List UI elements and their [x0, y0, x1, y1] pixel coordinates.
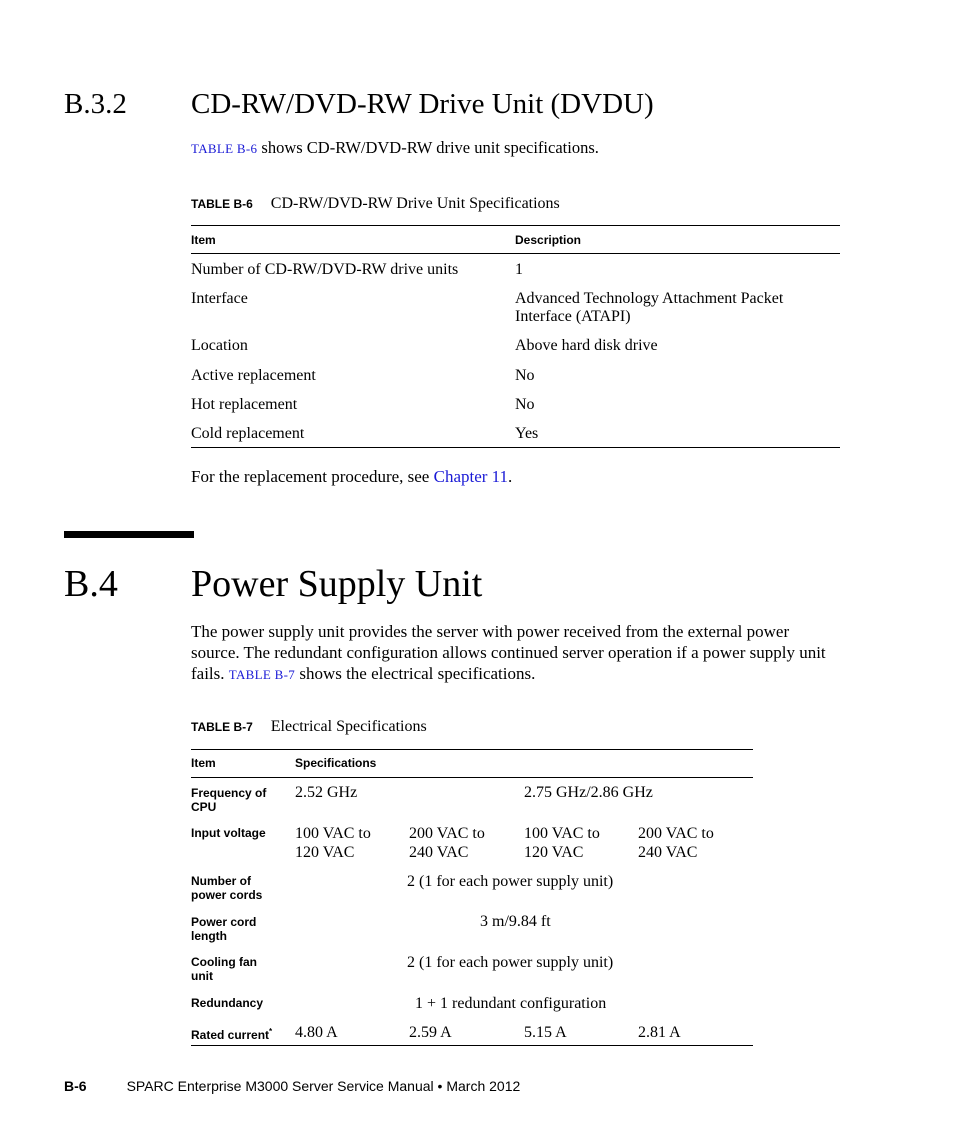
column-header-item: Item [191, 756, 216, 770]
table-cell: Number of CD-RW/DVD-RW drive units [191, 261, 459, 278]
table-cell: Interface [191, 290, 248, 307]
table-cell: 3 m/9.84 ft [480, 913, 551, 930]
table-cell: Advanced Technology Attachment Packet Interface (ATAPI) [515, 290, 784, 325]
row-label: Cooling fan unit [191, 955, 257, 983]
row-label: Power cord length [191, 915, 257, 943]
table-cell: 100 VAC to 120 VAC [524, 825, 600, 861]
footnote-mark: * [269, 1027, 273, 1036]
replacement-note: For the replacement procedure, see Chapter 11. [191, 467, 513, 486]
section-divider-bar [64, 531, 194, 538]
table-cell: Yes [515, 425, 539, 442]
table-cell: 200 VAC to 240 VAC [638, 825, 714, 861]
table-cell: Active replacement [191, 367, 316, 384]
page-footer [64, 1078, 520, 1094]
row-label: Frequency of CPU [191, 786, 267, 814]
table-b6-caption: TABLE B-6 CD-RW/DVD-RW Drive Unit Specifications [191, 195, 560, 212]
section-number: B.3.2 [64, 88, 127, 120]
table-cell: Cold replacement [191, 425, 305, 442]
section-number: B.4 [64, 563, 118, 605]
intro-paragraph: TABLE B-6 shows CD-RW/DVD-RW drive unit specifications. [191, 138, 599, 157]
table-cell: 2.59 A [409, 1024, 452, 1041]
table-cell: No [515, 367, 535, 384]
page-number: B-6 [64, 1078, 87, 1094]
row-label: Rated current* [191, 1027, 273, 1042]
table-cell: 2.75 GHz/2.86 GHz [524, 784, 653, 801]
chapter-11-link[interactable]: Chapter 11 [433, 467, 509, 486]
table-label: TABLE B-7 [191, 720, 253, 734]
footer-text: SPARC Enterprise M3000 Server Service Manual • March 2012 [126, 1078, 521, 1094]
row-label: Input voltage [191, 826, 266, 840]
table-cell: 5.15 A [524, 1024, 567, 1041]
table-cell: 2 (1 for each power supply unit) [407, 873, 614, 890]
section-title: CD-RW/DVD-RW Drive Unit (DVDU) [191, 88, 654, 120]
table-b6-link[interactable]: TABLE B-6 [191, 141, 258, 156]
table-top-rule [191, 749, 753, 750]
table-label: TABLE B-6 [191, 197, 253, 211]
table-bottom-rule [191, 1045, 753, 1046]
table-b7-link[interactable]: TABLE B-7 [228, 667, 296, 682]
column-header-specifications: Specifications [295, 756, 377, 770]
table-cell: 4.80 A [295, 1024, 338, 1041]
column-header-item: Item [191, 233, 216, 247]
row-label: Number of power cords [191, 874, 263, 902]
table-cell: 1 + 1 redundant configuration [415, 995, 607, 1012]
table-cell: 2.81 A [638, 1024, 681, 1041]
table-cell: Above hard disk drive [515, 337, 658, 354]
row-label: Redundancy [191, 996, 264, 1010]
table-cell: 100 VAC to 120 VAC [295, 825, 371, 861]
table-b7-caption: TABLE B-7 Electrical Specifications [191, 718, 427, 735]
table-top-rule [191, 225, 840, 226]
table-cell: Location [191, 337, 248, 354]
table-bottom-rule [191, 447, 840, 448]
table-header-rule [191, 253, 840, 254]
table-header-rule [191, 777, 753, 778]
table-cell: 1 [515, 261, 523, 278]
column-header-description: Description [515, 233, 582, 247]
table-cell: 200 VAC to 240 VAC [409, 825, 485, 861]
table-cell: 2.52 GHz [295, 784, 358, 801]
section-title: Power Supply Unit [191, 563, 483, 605]
table-cell: 2 (1 for each power supply unit) [407, 954, 614, 971]
table-cell: No [515, 396, 535, 413]
power-supply-paragraph: The power supply unit provides the server with power received from the external power source. The redundant configuration allows continued server operation if a power supply unit fails. TABLE B-7 shows the electrical specifications. [191, 622, 826, 683]
table-cell: Hot replacement [191, 396, 298, 413]
